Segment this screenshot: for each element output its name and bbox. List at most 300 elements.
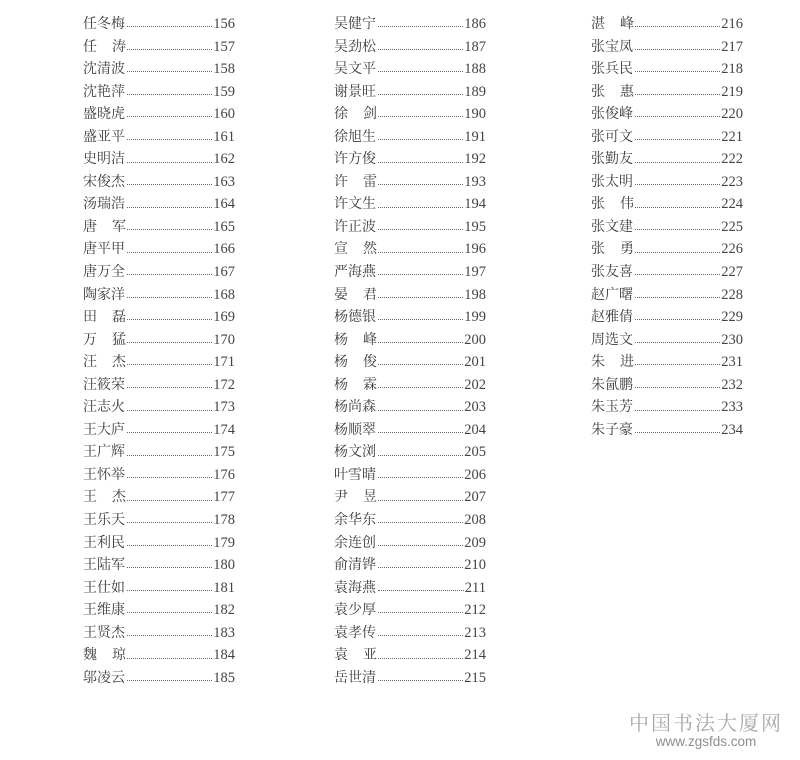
entry-name-part: 杨 xyxy=(334,354,348,371)
entry-page-number: 190 xyxy=(464,106,486,123)
index-entry xyxy=(83,396,235,419)
index-entry xyxy=(83,419,235,442)
leader-dots xyxy=(635,228,720,230)
entry-name: 王广辉 xyxy=(83,444,125,461)
entry-name: 王维康 xyxy=(83,602,125,619)
entry-page-number: 220 xyxy=(721,106,743,123)
leader-dots xyxy=(127,431,212,433)
entry-name xyxy=(334,644,377,667)
leader-dots xyxy=(378,679,463,681)
leader-dots xyxy=(127,611,212,613)
entry-page-number: 181 xyxy=(213,579,235,596)
index-entry xyxy=(83,216,235,239)
leader-dots xyxy=(635,251,720,253)
leader-dots xyxy=(378,386,463,388)
entry-name-part: 宣 xyxy=(334,241,348,258)
entry-name: 赵广曙 xyxy=(591,286,633,303)
entry-name-part: 杨 xyxy=(334,376,348,393)
entry-name: 谢景旺 xyxy=(334,83,376,100)
entry-page-number: 209 xyxy=(464,534,486,551)
entry-page-number: 232 xyxy=(721,376,743,393)
leader-dots xyxy=(635,409,720,411)
entry-name: 许文生 xyxy=(334,196,376,213)
entry-name: 史明洁 xyxy=(83,151,125,168)
index-entry xyxy=(83,667,235,690)
index-entry xyxy=(591,193,743,216)
entry-page-number: 201 xyxy=(464,354,486,371)
entry-name-part: 勇 xyxy=(620,241,634,258)
leader-dots xyxy=(378,634,463,636)
index-entry xyxy=(83,306,235,329)
entry-name xyxy=(83,486,126,509)
entry-name-part: 磊 xyxy=(112,309,126,326)
entry-page-number: 205 xyxy=(464,444,486,461)
leader-dots xyxy=(378,589,464,591)
entry-name xyxy=(334,329,377,352)
entry-name-part: 亚 xyxy=(363,647,377,664)
entry-name: 王陆军 xyxy=(83,557,125,574)
entry-page-number: 231 xyxy=(721,354,743,371)
index-entry xyxy=(83,329,235,352)
leader-dots xyxy=(378,273,463,275)
entry-page-number: 194 xyxy=(464,196,486,213)
entry-name xyxy=(591,238,634,261)
entry-name-part: 王 xyxy=(83,489,97,506)
leader-dots xyxy=(127,454,212,456)
entry-name: 赵雅倩 xyxy=(591,309,633,326)
entry-name: 许方俊 xyxy=(334,151,376,168)
leader-dots xyxy=(635,70,720,72)
index-entry xyxy=(334,532,486,555)
entry-name-part: 涛 xyxy=(112,38,126,55)
entry-name xyxy=(334,486,377,509)
leader-dots xyxy=(127,228,212,230)
entry-page-number: 222 xyxy=(721,151,743,168)
index-entry xyxy=(83,464,235,487)
index-entry xyxy=(591,216,743,239)
entry-name: 唐平甲 xyxy=(83,241,125,258)
entry-page-number: 229 xyxy=(721,309,743,326)
entry-name xyxy=(83,351,126,374)
leader-dots xyxy=(378,657,463,659)
leader-dots xyxy=(127,657,212,659)
index-entry xyxy=(83,532,235,555)
entry-name: 袁孝传 xyxy=(334,624,376,641)
entry-name: 袁海燕 xyxy=(334,579,376,596)
index-entry xyxy=(334,351,486,374)
entry-name: 张宝凤 xyxy=(591,38,633,55)
entry-name: 沈清波 xyxy=(83,61,125,78)
entry-name: 许正波 xyxy=(334,218,376,235)
entry-name: 朱氤鹏 xyxy=(591,376,633,393)
entry-page-number: 183 xyxy=(213,624,235,641)
leader-dots xyxy=(127,318,212,320)
entry-page-number: 187 xyxy=(464,38,486,55)
leader-dots xyxy=(127,70,212,72)
entry-page-number: 172 xyxy=(213,376,235,393)
index-entry xyxy=(591,58,743,81)
entry-page-number: 170 xyxy=(213,331,235,348)
entry-page-number: 171 xyxy=(213,354,235,371)
index-entry xyxy=(83,238,235,261)
index-entry xyxy=(334,644,486,667)
leader-dots xyxy=(378,48,463,50)
index-entry xyxy=(591,126,743,149)
index-entry xyxy=(334,554,486,577)
entry-page-number: 219 xyxy=(721,83,743,100)
entry-name-part: 峰 xyxy=(363,331,377,348)
entry-page-number: 214 xyxy=(464,647,486,664)
entry-page-number: 234 xyxy=(721,421,743,438)
entry-page-number: 174 xyxy=(213,421,235,438)
entry-page-number: 202 xyxy=(464,376,486,393)
entry-page-number: 221 xyxy=(721,128,743,145)
entry-name: 张太明 xyxy=(591,173,633,190)
entry-page-number: 164 xyxy=(213,196,235,213)
index-entry xyxy=(334,238,486,261)
index-entry xyxy=(334,171,486,194)
leader-dots xyxy=(635,206,720,208)
leader-dots xyxy=(635,183,720,185)
leader-dots xyxy=(635,138,720,140)
entry-name: 张文建 xyxy=(591,218,633,235)
entry-name: 朱玉芳 xyxy=(591,399,633,416)
leader-dots xyxy=(378,138,463,140)
leader-dots xyxy=(127,386,212,388)
entry-name xyxy=(591,193,634,216)
leader-dots xyxy=(635,161,720,163)
entry-name: 严海燕 xyxy=(334,264,376,281)
entry-name-part: 万 xyxy=(83,331,97,348)
index-entry xyxy=(83,13,235,36)
entry-name: 袁少厚 xyxy=(334,602,376,619)
leader-dots xyxy=(127,161,212,163)
entry-name-part: 峰 xyxy=(620,16,634,32)
entry-page-number: 233 xyxy=(721,399,743,416)
index-entry xyxy=(591,81,743,104)
index-entry xyxy=(591,351,743,374)
entry-name: 陶家洋 xyxy=(83,286,125,303)
index-entry xyxy=(83,374,235,397)
leader-dots xyxy=(378,521,463,523)
leader-dots xyxy=(127,296,212,298)
entry-name-part: 晏 xyxy=(334,286,348,303)
entry-name xyxy=(591,13,634,36)
entry-page-number: 217 xyxy=(721,38,743,55)
entry-page-number: 224 xyxy=(721,196,743,213)
index-entry xyxy=(83,126,235,149)
leader-dots xyxy=(127,48,212,50)
entry-name xyxy=(83,306,126,329)
entry-page-number: 160 xyxy=(213,106,235,123)
leader-dots xyxy=(378,70,463,72)
leader-dots xyxy=(127,341,212,343)
index-entry xyxy=(591,396,743,419)
entry-page-number: 208 xyxy=(464,512,486,529)
index-entry xyxy=(83,284,235,307)
entry-page-number: 227 xyxy=(721,264,743,281)
index-entry xyxy=(591,329,743,352)
leader-dots xyxy=(127,499,212,501)
index-entry xyxy=(591,374,743,397)
leader-dots xyxy=(635,363,720,365)
leader-dots xyxy=(378,409,463,411)
leader-dots xyxy=(378,296,463,298)
entry-name-part: 张 xyxy=(591,83,605,100)
index-entry xyxy=(591,238,743,261)
entry-name: 张友喜 xyxy=(591,264,633,281)
leader-dots xyxy=(378,431,463,433)
entry-name-part: 田 xyxy=(83,309,97,326)
entry-name-part: 俊 xyxy=(363,354,377,371)
index-entry xyxy=(83,58,235,81)
index-entry xyxy=(83,148,235,171)
leader-dots xyxy=(127,115,212,117)
entry-name-part: 湛 xyxy=(591,16,605,32)
entry-name: 盛晓虎 xyxy=(83,106,125,123)
entry-name xyxy=(334,103,377,126)
entry-name-part: 杰 xyxy=(112,489,126,506)
entry-name-part: 然 xyxy=(363,241,377,258)
watermark xyxy=(626,712,786,750)
entry-name-part: 尹 xyxy=(334,489,348,506)
leader-dots xyxy=(378,611,463,613)
entry-name: 张勤友 xyxy=(591,151,633,168)
index-entry xyxy=(334,81,486,104)
leader-dots xyxy=(127,251,212,253)
entry-name-part: 君 xyxy=(363,286,377,303)
entry-page-number: 204 xyxy=(464,421,486,438)
entry-page-number: 185 xyxy=(213,669,235,686)
entry-name-part: 惠 xyxy=(620,83,634,100)
index-entry xyxy=(334,306,486,329)
entry-name: 杨德银 xyxy=(334,309,376,326)
index-entry xyxy=(334,13,486,36)
index-entry xyxy=(334,261,486,284)
index-entry xyxy=(334,216,486,239)
entry-name xyxy=(334,374,377,397)
index-entry xyxy=(591,103,743,126)
entry-page-number: 213 xyxy=(464,624,486,641)
entry-name: 汪筱荣 xyxy=(83,376,125,393)
leader-dots xyxy=(378,318,463,320)
entry-name-part: 张 xyxy=(591,196,605,213)
index-column-2 xyxy=(334,13,486,689)
index-entry xyxy=(591,171,743,194)
entry-name: 沈艳萍 xyxy=(83,83,125,100)
index-entry xyxy=(83,193,235,216)
entry-page-number: 197 xyxy=(464,264,486,281)
entry-name: 唐万全 xyxy=(83,264,125,281)
index-entry xyxy=(591,306,743,329)
entry-page-number: 175 xyxy=(213,444,235,461)
watermark-url: www.zgsfds.com xyxy=(655,734,757,749)
leader-dots xyxy=(378,228,463,230)
entry-page-number: 156 xyxy=(213,16,235,32)
entry-name xyxy=(334,171,377,194)
index-entry xyxy=(83,486,235,509)
leader-dots xyxy=(635,431,720,433)
entry-name: 王仕如 xyxy=(83,579,125,596)
index-entry xyxy=(83,81,235,104)
leader-dots xyxy=(378,206,463,208)
entry-page-number: 182 xyxy=(213,602,235,619)
index-entry xyxy=(83,622,235,645)
index-entry xyxy=(334,667,486,690)
entry-name: 盛亚平 xyxy=(83,128,125,145)
index-entry xyxy=(334,464,486,487)
leader-dots xyxy=(127,679,212,681)
entry-name: 汪志火 xyxy=(83,399,125,416)
entry-name-part: 魏 xyxy=(83,647,97,664)
entry-name-part: 雷 xyxy=(363,173,377,190)
entry-page-number: 191 xyxy=(464,128,486,145)
entry-page-number: 173 xyxy=(213,399,235,416)
leader-dots xyxy=(378,183,463,185)
entry-page-number: 157 xyxy=(213,38,235,55)
entry-name xyxy=(591,81,634,104)
leader-dots xyxy=(378,161,463,163)
leader-dots xyxy=(127,634,212,636)
entry-page-number: 196 xyxy=(464,241,486,258)
entry-name: 吴文平 xyxy=(334,61,376,78)
leader-dots xyxy=(127,273,212,275)
entry-page-number: 212 xyxy=(464,602,486,619)
entry-name-part: 张 xyxy=(591,241,605,258)
entry-name xyxy=(83,644,126,667)
entry-name-part: 杰 xyxy=(112,354,126,371)
entry-page-number: 189 xyxy=(464,83,486,100)
entry-page-number: 159 xyxy=(213,83,235,100)
index-entry xyxy=(83,103,235,126)
index-entry xyxy=(83,171,235,194)
entry-page-number: 165 xyxy=(213,218,235,235)
leader-dots xyxy=(127,476,212,478)
index-column-1 xyxy=(83,13,235,689)
entry-name: 杨文浏 xyxy=(334,444,376,461)
entry-name-part: 剑 xyxy=(363,106,377,123)
index-entry xyxy=(591,261,743,284)
entry-page-number: 225 xyxy=(721,218,743,235)
entry-name: 岳世清 xyxy=(334,669,376,686)
index-entry xyxy=(83,441,235,464)
index-entry xyxy=(334,577,486,600)
entry-name: 朱子豪 xyxy=(591,421,633,438)
entry-page-number: 180 xyxy=(213,557,235,574)
leader-dots xyxy=(378,476,463,478)
leader-dots xyxy=(127,206,212,208)
leader-dots xyxy=(127,566,212,568)
index-entry xyxy=(334,441,486,464)
entry-page-number: 192 xyxy=(464,151,486,168)
entry-page-number: 200 xyxy=(464,331,486,348)
leader-dots xyxy=(635,25,720,27)
index-entry xyxy=(591,13,743,36)
index-entry xyxy=(334,36,486,59)
entry-name-part: 许 xyxy=(334,173,348,190)
index-entry xyxy=(334,374,486,397)
index-entry xyxy=(334,419,486,442)
entry-name: 余连创 xyxy=(334,534,376,551)
entry-page-number: 177 xyxy=(213,489,235,506)
entry-page-number: 230 xyxy=(721,331,743,348)
entry-page-number: 178 xyxy=(213,512,235,529)
leader-dots xyxy=(378,93,463,95)
index-entry xyxy=(591,284,743,307)
entry-name: 吴劲松 xyxy=(334,38,376,55)
index-entry xyxy=(83,351,235,374)
leader-dots xyxy=(378,566,463,568)
leader-dots xyxy=(127,409,212,411)
entry-name-part: 袁 xyxy=(334,647,348,664)
entry-name xyxy=(334,238,377,261)
entry-name: 王大庐 xyxy=(83,421,125,438)
entry-name: 叶雪晴 xyxy=(334,466,376,483)
entry-name-part: 任 xyxy=(83,38,97,55)
leader-dots xyxy=(378,544,463,546)
index-entry xyxy=(334,58,486,81)
leader-dots xyxy=(378,25,463,27)
entry-page-number: 184 xyxy=(213,647,235,664)
entry-page-number: 199 xyxy=(464,309,486,326)
index-entry xyxy=(83,554,235,577)
leader-dots xyxy=(127,25,212,27)
entry-name xyxy=(334,351,377,374)
entry-name xyxy=(591,351,634,374)
entry-name: 王怀举 xyxy=(83,466,125,483)
index-entry xyxy=(334,599,486,622)
entry-name xyxy=(83,216,126,239)
entry-page-number: 166 xyxy=(213,241,235,258)
index-entry xyxy=(591,36,743,59)
index-entry xyxy=(334,509,486,532)
entry-page-number: 198 xyxy=(464,286,486,303)
entry-name xyxy=(334,284,377,307)
entry-page-number: 195 xyxy=(464,218,486,235)
leader-dots xyxy=(635,318,720,320)
entry-name-part: 猛 xyxy=(112,331,126,348)
index-entry xyxy=(334,486,486,509)
entry-name xyxy=(83,36,126,59)
entry-page-number: 203 xyxy=(464,399,486,416)
entry-name-part: 伟 xyxy=(620,196,634,213)
index-entry xyxy=(83,261,235,284)
leader-dots xyxy=(127,544,212,546)
entry-name: 王乐天 xyxy=(83,512,125,529)
entry-name: 杨尚森 xyxy=(334,399,376,416)
entry-page-number: 179 xyxy=(213,534,235,551)
entry-name: 杨顺翠 xyxy=(334,421,376,438)
entry-page-number: 162 xyxy=(213,151,235,168)
entry-page-number: 158 xyxy=(213,61,235,78)
entry-name: 王贤杰 xyxy=(83,624,125,641)
entry-name: 邬凌云 xyxy=(83,669,125,686)
leader-dots xyxy=(378,499,463,501)
index-entry xyxy=(83,577,235,600)
entry-page-number: 163 xyxy=(213,173,235,190)
leader-dots xyxy=(127,363,212,365)
entry-page-number: 186 xyxy=(464,16,486,32)
leader-dots xyxy=(127,93,212,95)
index-entry xyxy=(591,419,743,442)
leader-dots xyxy=(635,93,720,95)
leader-dots xyxy=(378,115,463,117)
watermark-title: 中国书法大厦网 xyxy=(629,711,783,735)
entry-page-number: 206 xyxy=(464,466,486,483)
entry-page-number: 168 xyxy=(213,286,235,303)
entry-name-part: 军 xyxy=(112,218,126,235)
entry-page-number: 216 xyxy=(721,16,743,32)
